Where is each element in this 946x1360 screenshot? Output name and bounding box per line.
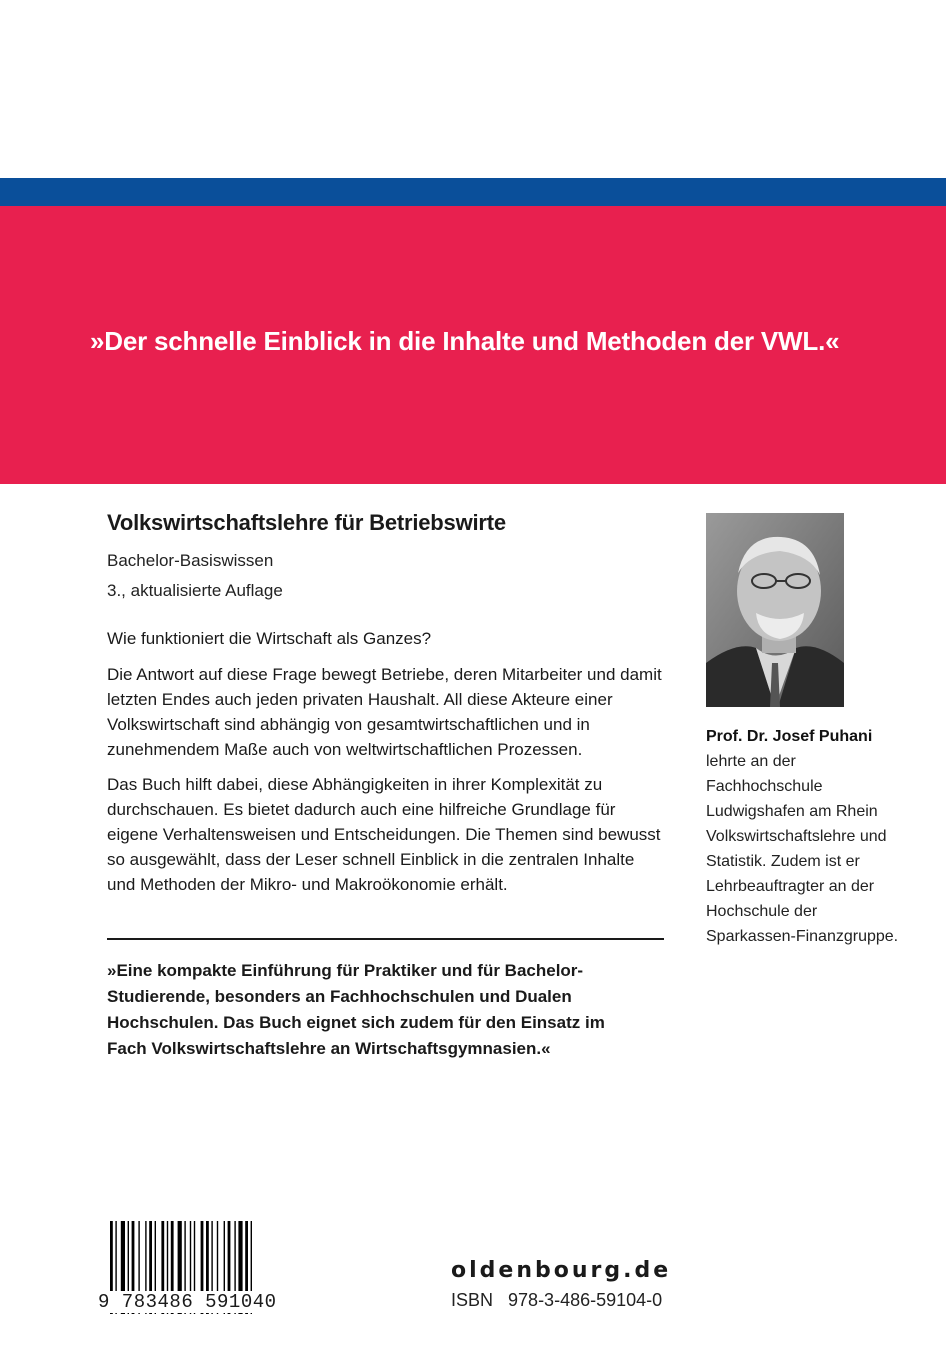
publisher-url: oldenbourg.de (451, 1258, 672, 1283)
barcode-digits: 9 783486 591040 (96, 1291, 290, 1313)
book-description (107, 510, 667, 897)
author-photo (706, 513, 844, 707)
isbn-label: ISBN (451, 1290, 494, 1310)
book-edition: 3., aktualisierte Auflage (107, 581, 283, 600)
author-name: Prof. Dr. Josef Puhani (706, 728, 873, 745)
isbn-number: 978-3-486-59104-0 (508, 1290, 663, 1310)
description-paragraph-1: Die Antwort auf diese Frage bewegt Betriebe, deren Mitarbeiter und damit letzten Endes auch jeden privaten Haushalt. All diese Akteure einer Volkswirtschaft sind abhängig von gesamtwirtschaftlichen und in zunehmendem Maße auch von weltwirtschaftlichen Prozessen. (107, 665, 662, 759)
blue-band (0, 178, 946, 206)
author-bio (706, 724, 906, 949)
book-title: Volkswirtschaftslehre für Betriebswirte (107, 510, 506, 535)
lead-question: Wie funktioniert die Wirtschaft als Ganzes? (107, 629, 432, 648)
review-quote: »Eine kompakte Einführung für Praktiker und für Bachelor-Studierende, besonders an Fachhochschulen und Dualen Hochschulen. Das Buch eignet sich zudem für den Einsatz im Fach Volkswirtschaftslehre an Wirtschaftsgymnasien.« (107, 961, 605, 1058)
author-bio-text: lehrte an der Fachhochschule Ludwigshafen am Rhein Volkswirtschaftslehre und Statistik. Zudem ist er Lehrbeauftragter an der Hochschule der Sparkassen-Finanzgruppe. (706, 753, 899, 945)
description-paragraph-2: Das Buch hilft dabei, diese Abhängigkeiten in ihrer Komplexität zu durchschauen. Es bietet dadurch auch eine hilfreiche Grundlage für eigene Verhaltensweisen und Entscheidungen. Die Themen sind bewusst so ausgewählt, dass der Leser schnell Einblick in die zentralen Inhalte und Methoden der Mikro- und Makroökonomie erhält. (107, 775, 661, 894)
book-subtitle: Bachelor-Basiswissen (107, 551, 274, 570)
divider (107, 938, 664, 940)
isbn (451, 1290, 681, 1311)
cover-tagline: »Der schnelle Einblick in die Inhalte und Methoden der VWL.« (90, 326, 840, 356)
